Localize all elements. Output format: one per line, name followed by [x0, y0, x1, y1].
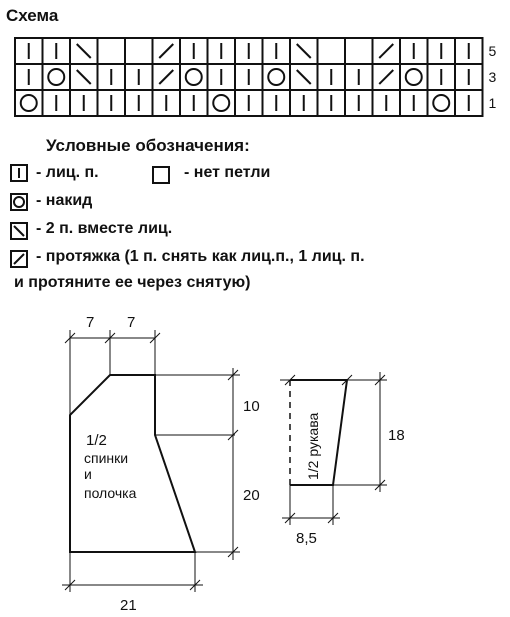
chart-row-number: 1	[488, 95, 497, 111]
legend-k2tog-label: - 2 п. вместе лиц.	[36, 220, 173, 237]
legend-no-stitch-label: - нет петли	[184, 164, 271, 181]
chart-row-number: 5	[488, 43, 497, 59]
body-label-line-2: спинки	[84, 450, 129, 466]
chart-title: Схема	[6, 6, 59, 25]
legend-ssk-label-cont: и протяните ее через снятую)	[14, 274, 251, 291]
body-label-line-3: и	[84, 466, 92, 482]
dim-sleeve-width: 8,5	[296, 530, 317, 547]
sleeve-label: 1/2 рукава	[305, 412, 321, 480]
dim-top-right: 7	[127, 314, 136, 331]
dim-lower: 20	[243, 487, 260, 504]
dim-bottom: 21	[120, 597, 137, 614]
body-label-line-4: полочка	[84, 485, 137, 501]
dim-sleeve-height: 18	[388, 427, 405, 444]
legend-title: Условные обозначения:	[46, 136, 250, 155]
legend-ssk-label: - протяжка (1 п. снять как лиц.п., 1 лиц. п.	[36, 248, 365, 265]
dim-top-left: 7	[86, 314, 95, 331]
legend-knit-label: - лиц. п.	[36, 164, 99, 181]
chart-row-number: 3	[488, 69, 497, 85]
dim-upper: 10	[243, 398, 260, 415]
body-label-line-1: 1/2	[86, 432, 107, 449]
legend-yarn-over-label: - накид	[36, 192, 93, 209]
